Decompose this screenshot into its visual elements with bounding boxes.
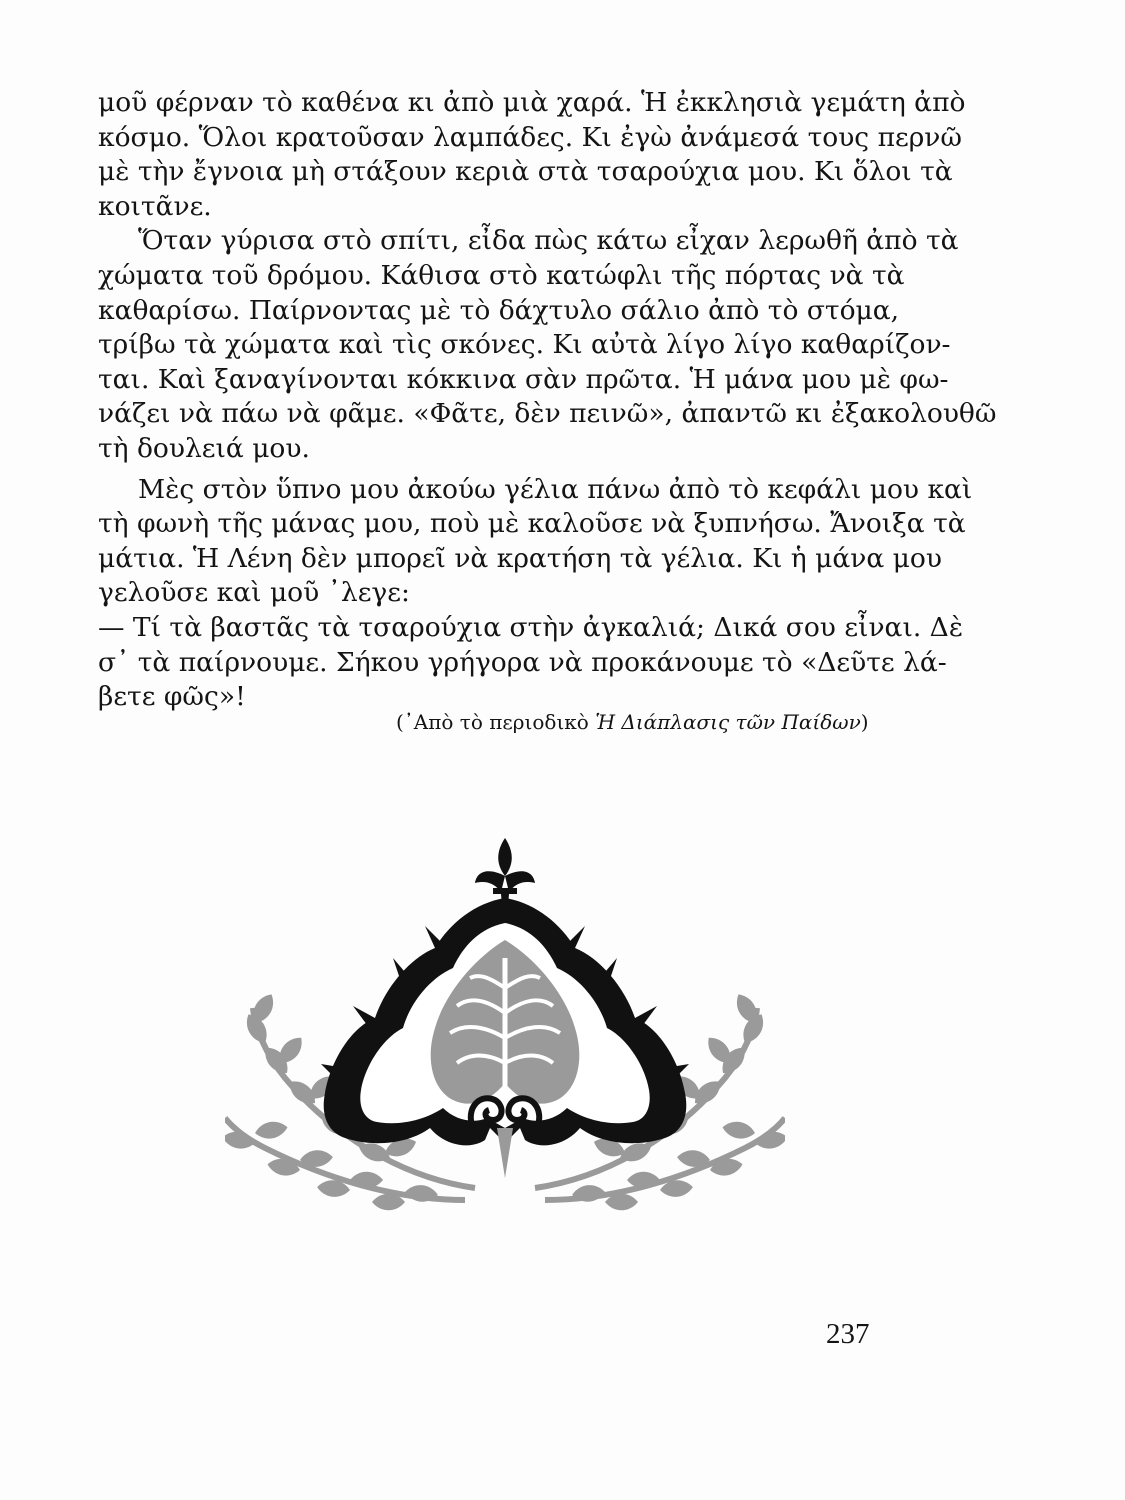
text-line: — Τί τὰ βαστᾶς τὰ τσαρούχια στὴν ἀγκαλιά; Δικά σου εἶναι. Δὲ (98, 611, 964, 643)
source-prefix: (᾿Απὸ τὸ περιοδικὸ (396, 710, 596, 734)
text-line: Μὲς στὸν ὕπνο μου ἀκούω γέλια πάνω ἀπὸ τὸ κεφάλι μου καὶ (138, 473, 973, 505)
text-line: μὲ τὴν ἔγνοια μὴ στάξουν κεριὰ στὰ τσαρούχια μου. Κι ὅλοι τὰ (98, 156, 953, 188)
source-suffix: ) (860, 710, 869, 734)
text-line: κόσμο. Ὅλοι κρατοῦσαν λαμπάδες. Κι ἐγὼ ἀνάμεσά τους περνῶ (98, 121, 963, 153)
text-line: Ὅταν γύρισα στὸ σπίτι, εἶδα πὼς κάτω εἶχαν λερωθῆ ἀπὸ τὰ (138, 225, 959, 257)
body-text (98, 86, 997, 715)
text-line: τρίβω τὰ χώματα καὶ τὶς σκόνες. Κι αὐτὰ λίγο λίγο καθαρίζον- (98, 329, 951, 361)
decorative-leaf-ornament (225, 828, 785, 1228)
text-line: κοιτᾶνε. (98, 190, 212, 222)
text-line: καθαρίσω. Παίρνοντας μὲ τὸ δάχτυλο σάλιο ἀπὸ τὸ στόμα, (98, 294, 900, 326)
source-citation (396, 708, 869, 736)
text-line: χώματα τοῦ δρόμου. Κάθισα στὸ κατώφλι τῆς πόρτας νὰ τὰ (98, 259, 905, 291)
text-line: νάζει νὰ πάω νὰ φᾶμε. «Φᾶτε, δὲν πεινῶ», ἀπαντῶ κι ἐξακολουθῶ (98, 398, 997, 430)
text-line: μοῦ φέρναν τὸ καθένα κι ἀπὸ μιὰ χαρά. Ἡ ἐκκλησιὰ γεμάτη ἀπὸ (98, 87, 966, 118)
text-line: ται. Καὶ ξαναγίνονται κόκκινα σὰν πρῶτα. Ἡ μάνα μου μὲ φω- (98, 363, 949, 395)
text-line: μάτια. Ἡ Λένη δὲν μπορεῖ νὰ κρατήση τὰ γέλια. Κι ἡ μάνα μου (98, 542, 942, 574)
fleur-de-lis-icon (475, 838, 535, 906)
page-number: 237 (826, 1318, 870, 1350)
source-title: Ἡ Διάπλασις τῶν Παίδων (595, 710, 861, 734)
text-line: γελοῦσε καὶ μοῦ ᾿λεγε: (98, 577, 410, 609)
text-line: σ᾿ τὰ παίρνουμε. Σήκου γρήγορα νὰ προκάνουμε τὸ «Δεῦτε λά- (98, 646, 947, 678)
text-line: τὴ δουλειά μου. (98, 432, 310, 464)
text-line: τὴ φωνὴ τῆς μάνας μου, ποὺ μὲ καλοῦσε νὰ ξυπνήσω. Ἄνοιξα τὰ (98, 508, 966, 540)
text-line: βετε φῶς»! (98, 681, 246, 713)
